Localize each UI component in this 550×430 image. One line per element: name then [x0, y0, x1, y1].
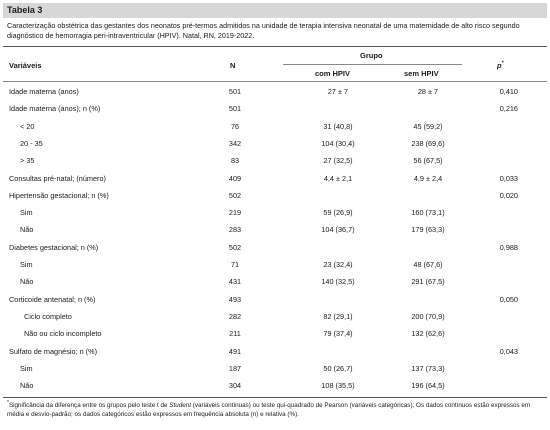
table-row — [0, 224, 550, 236]
table-row — [0, 311, 550, 323]
row-n: 83 — [230, 156, 240, 166]
row-sem-hpiv: 196 (64,5) — [411, 381, 445, 391]
row-label: Sim — [20, 363, 33, 373]
row-label: Não ou ciclo incompleto — [24, 329, 102, 339]
table-label: Tabela 3 — [3, 3, 547, 18]
footnote-part1: Significância da diferença entre os grupos pelo teste t de — [8, 402, 170, 409]
table-row — [0, 190, 550, 202]
table-row — [0, 294, 550, 306]
row-sem-hpiv: 200 (70,9) — [411, 311, 445, 321]
row-com-hpiv: 104 (36,7) — [321, 225, 355, 235]
row-com-hpiv: 4,4 ± 2,1 — [323, 173, 353, 183]
row-n: 502 — [228, 242, 242, 252]
row-com-hpiv: 82 (29,1) — [323, 311, 353, 321]
row-label: Idade materna (anos) — [9, 87, 79, 96]
row-label: Sim — [20, 260, 33, 269]
row-sem-hpiv: 45 (59,2) — [413, 121, 443, 131]
row-n: 409 — [228, 173, 242, 183]
header-bottom-rule — [3, 81, 547, 82]
row-p-value: 0,050 — [499, 294, 518, 304]
row-n: 71 — [230, 260, 240, 269]
table-caption: Caracterização obstétrica das gestantes dos neonatos pré-termos admitidos na unidade de terapia intensiva neonatal de uma maternidade de alto risco segundo diagnóstico de hemorragia peri-intraventricular (HPIV). Natal, RN, 2019-2022. — [7, 21, 520, 40]
row-p-value: 0,043 — [499, 346, 518, 356]
row-com-hpiv: 140 (32,5) — [321, 277, 355, 287]
row-com-hpiv: 108 (35,5) — [321, 381, 355, 391]
row-sem-hpiv: 160 (73,1) — [411, 208, 445, 218]
row-label: Não — [20, 381, 34, 391]
row-sem-hpiv: 137 (73,3) — [411, 363, 445, 373]
table-row — [0, 173, 550, 185]
row-label: Ciclo completo — [24, 311, 72, 321]
row-sem-hpiv: 179 (63,3) — [411, 225, 445, 235]
row-label: < 20 — [20, 121, 35, 131]
row-p-value: 0,216 — [499, 104, 518, 114]
row-n: 187 — [228, 363, 242, 373]
row-n: 501 — [228, 87, 242, 96]
header-top-rule — [3, 46, 547, 47]
row-sem-hpiv: 28 ± 7 — [417, 87, 439, 96]
row-n: 282 — [228, 311, 242, 321]
row-n: 342 — [228, 138, 242, 148]
row-label: Diabetes gestacional; n (%) — [9, 242, 99, 252]
row-p-value: 0,410 — [499, 87, 518, 96]
table-row — [0, 103, 550, 115]
row-com-hpiv: 31 (40,8) — [323, 121, 353, 131]
row-sem-hpiv: 132 (62,6) — [411, 329, 445, 339]
row-label: Sulfato de magnésio; n (%) — [9, 346, 98, 356]
header-p-sup: * — [501, 60, 504, 67]
row-p-value: 0,033 — [499, 173, 518, 183]
row-sem-hpiv: 291 (67,5) — [411, 277, 445, 287]
row-com-hpiv: 27 ± 7 — [327, 87, 349, 96]
header-sem-hpiv: sem HPIV — [404, 69, 439, 78]
header-grupo: Grupo — [360, 51, 383, 60]
row-label: 20 - 35 — [20, 138, 43, 148]
row-label: Corticoide antenatal; n (%) — [9, 294, 96, 304]
table-row — [0, 346, 550, 358]
row-n: 431 — [228, 277, 242, 287]
row-com-hpiv: 79 (37,4) — [323, 329, 353, 339]
table-row — [0, 207, 550, 219]
footnote-marker: * — [7, 399, 9, 406]
table-row — [0, 138, 550, 150]
row-label: Idade materna (anos); n (%) — [9, 104, 101, 114]
row-sem-hpiv: 56 (67,5) — [413, 156, 443, 166]
grupo-rule — [283, 64, 462, 65]
row-label: Consultas pré-natal; (número) — [9, 173, 106, 183]
table-row — [0, 328, 550, 340]
row-label: Não — [20, 225, 34, 235]
row-label: Não — [20, 277, 34, 287]
row-com-hpiv: 104 (30,4) — [321, 138, 355, 148]
row-n: 211 — [229, 329, 241, 339]
header-p-letter: p — [497, 61, 502, 70]
table-bottom-rule — [3, 397, 547, 398]
footnote-part2: (variáveis contínuas) ou teste qui-quadrado de Pearson (variáveis categóricas); Os dados contínuos estão expressos em média e desvio-padrão; os dados categóricos estão expressos em frequência absoluta (n) e relativa (%). — [7, 402, 531, 418]
table-row — [0, 86, 550, 98]
row-label: Sim — [20, 208, 33, 218]
row-com-hpiv: 27 (32,5) — [323, 156, 353, 166]
table-row — [0, 242, 550, 254]
header-n: N — [230, 61, 236, 70]
header-com-hpiv: com HPIV — [315, 69, 351, 78]
row-label: > 35 — [20, 156, 35, 166]
row-n: 219 — [228, 208, 242, 218]
row-n: 502 — [228, 190, 242, 200]
row-p-value: 0,020 — [499, 190, 518, 200]
row-n: 304 — [228, 381, 242, 391]
table-row — [0, 363, 550, 375]
table-row — [0, 276, 550, 288]
table-row — [0, 380, 550, 392]
header-variaveis: Variáveis — [9, 61, 42, 70]
row-com-hpiv: 23 (32,4) — [323, 260, 353, 269]
row-com-hpiv: 50 (26,7) — [323, 363, 353, 373]
table-row — [0, 155, 550, 167]
footnote — [7, 399, 545, 419]
row-n: 491 — [228, 346, 242, 356]
row-n: 283 — [228, 225, 242, 235]
table-row — [0, 121, 550, 133]
row-sem-hpiv: 48 (67,6) — [413, 260, 443, 269]
header-p — [497, 61, 504, 71]
row-n: 501 — [228, 104, 242, 114]
row-n: 493 — [228, 294, 242, 304]
row-n: 76 — [230, 121, 240, 131]
table-row — [0, 259, 550, 271]
row-sem-hpiv: 238 (69,6) — [411, 138, 445, 148]
row-p-value: 0,988 — [499, 242, 518, 252]
footnote-student: Student — [169, 402, 191, 409]
row-sem-hpiv: 4,9 ± 2,4 — [413, 173, 443, 183]
row-com-hpiv: 59 (26,9) — [323, 208, 353, 218]
row-label: Hipertensão gestacional; n (%) — [9, 190, 109, 200]
